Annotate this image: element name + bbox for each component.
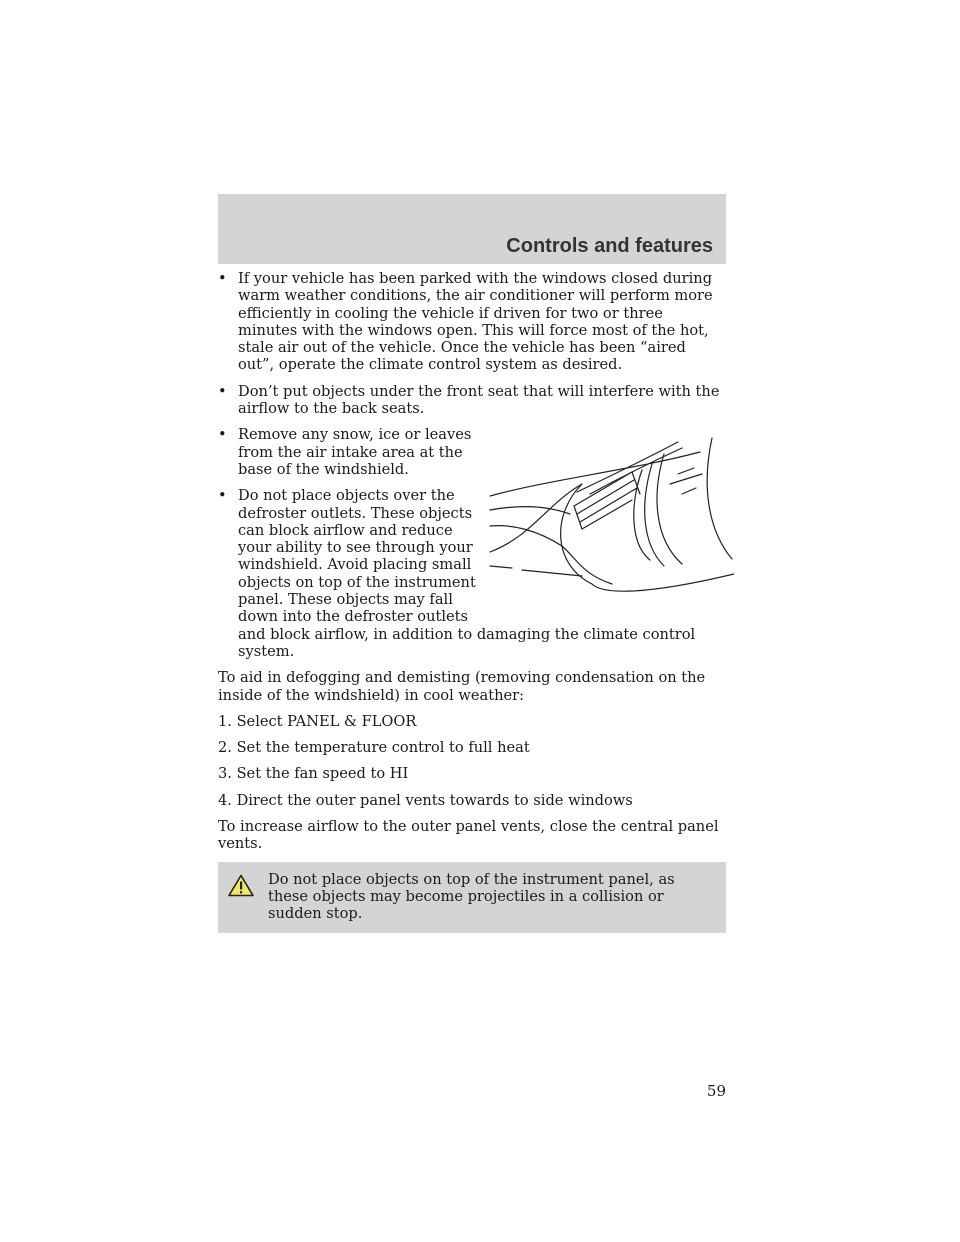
bullet-dot: • <box>218 487 227 505</box>
warning-triangle-icon <box>228 874 254 897</box>
intro-paragraph: To aid in defogging and demisting (removing condensation on the inside of the windshield) in cool weather: <box>218 669 706 704</box>
step-1: 1. Select PANEL & FLOOR <box>218 712 417 730</box>
page-content <box>218 270 726 933</box>
step-4: 4. Direct the outer panel vents towards to side windows <box>218 791 633 809</box>
closing-paragraph: To increase airflow to the outer panel vents, close the central panel vents. <box>218 818 719 853</box>
list-item-text: Do not place objects over the defroster outlets. These objects can block airflow and reduce your ability to see through your windshield. Avoid placing small objects on top of the instrument panel. These objects may fall down into the defroster outlets <box>238 487 476 626</box>
list-item <box>218 270 726 374</box>
bullet-dot: • <box>218 270 227 287</box>
list-item-text: If your vehicle has been parked with the windows closed during warm weather conditions, the air conditioner will perform more efficiently in cooling the vehicle if driven for two or three minutes with the windows open. This will force most of the hot, stale air out of the vehicle. Once the vehicle has been “aired out”, operate the climate control system as desired. <box>238 270 713 374</box>
section-header <box>218 194 726 264</box>
warning-box <box>218 862 726 933</box>
list-item <box>218 487 726 660</box>
list-item <box>218 383 726 418</box>
list-item-text: Don’t put objects under the front seat that will interfere with the airflow to the back seats. <box>238 382 720 418</box>
bullet-dot: • <box>218 382 227 400</box>
page-number: 59 <box>706 1082 726 1100</box>
step-2: 2. Set the temperature control to full heat <box>218 739 530 757</box>
step-3: 3. Set the fan speed to HI <box>218 765 409 783</box>
list-item-continuation: and block airflow, in addition to damaging the climate control system. <box>238 625 696 660</box>
section-title: Controls and features <box>506 235 713 257</box>
warning-text: Do not place objects on top of the instrument panel, as these objects may become projectiles in a collision or sudden stop. <box>268 870 675 923</box>
list-item-text: Remove any snow, ice or leaves from the air intake area at the base of the windshield. <box>238 426 472 478</box>
bullet-dot: • <box>218 426 227 444</box>
list-item <box>218 426 476 478</box>
